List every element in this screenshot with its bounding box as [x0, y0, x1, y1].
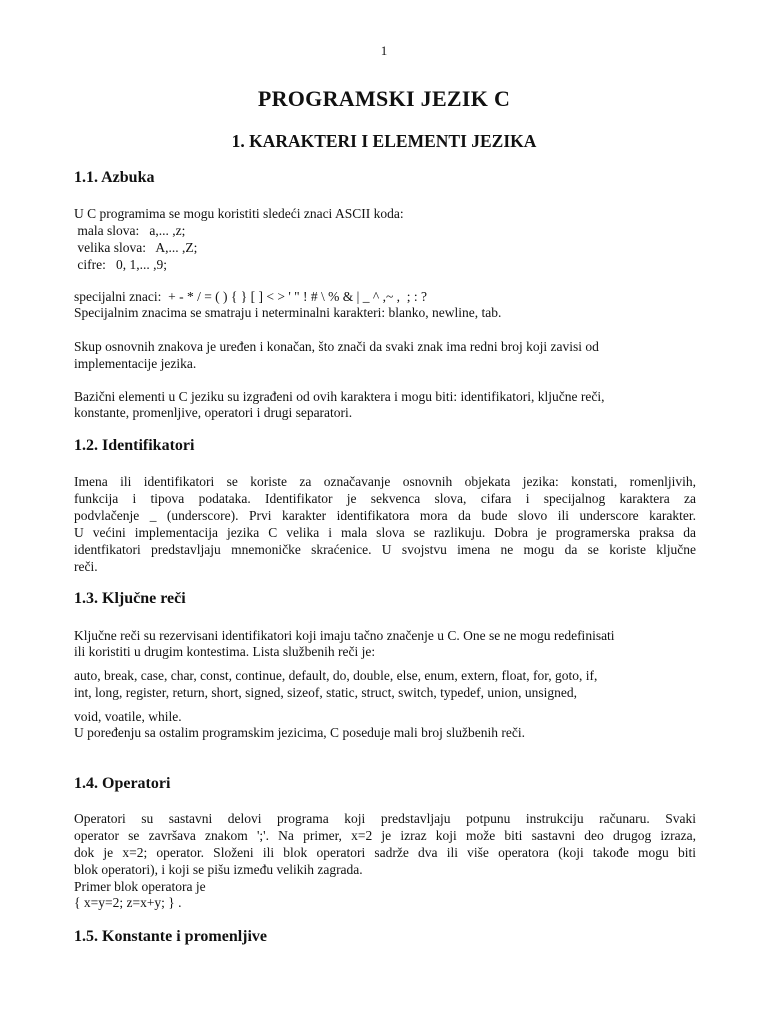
paragraph-line: konstante, promenljive, operatori i drugi separatori.	[74, 405, 353, 420]
paragraph-line: reči.	[74, 559, 98, 574]
paragraph-line: implementacije jezika.	[74, 356, 197, 371]
paragraph-operatori	[74, 810, 696, 878]
paragraph-line: cifre: 0, 1,... ,9;	[74, 257, 167, 272]
document-title: PROGRAMSKI JEZIK C	[257, 86, 511, 111]
paragraph-line: U većini implementacija jezika C velika i mala slova se razlikuju. Dobra je programerska praksa da	[74, 525, 696, 540]
paragraph-line: U C programima se mogu koristiti sledeći znaci ASCII koda:	[74, 206, 404, 221]
section-heading-identifikatori: 1.2. Identifikatori	[74, 437, 195, 454]
paragraph-line: dok je x=2; operator. Složeni ili blok operatori sadrže dva ili više operatora (koji takođe mogu biti	[74, 845, 696, 860]
paragraph-line: Ključne reči su rezervisani identifikatori koji imaju tačno značenje u C. One se ne mogu redefinisati	[74, 628, 615, 643]
paragraph-line: blok operatori), i koji se pišu između velikih zagrada.	[74, 862, 363, 877]
paragraph-line: podvlačenje _ (underscore). Prvi karakter identifikatora mora da bude slovo ili underscore karakter.	[74, 508, 696, 523]
paragraph-line: auto, break, case, char, const, continue, default, do, double, else, enum, extern, float, for, goto, if,	[74, 668, 598, 683]
paragraph-line: Operatori su sastavni delovi programa koji predstavljaju potpunu instrukciju računaru. Svaki	[74, 811, 696, 826]
paragraph-line: identfikatori predstavljaju mnemoničke skraćenice. U svojstvu imena ne mogu da se koriste ključne	[74, 542, 696, 557]
section-heading-azbuka: 1.1. Azbuka	[74, 169, 155, 186]
page-number: 1	[380, 43, 388, 58]
paragraph-line: U poređenju sa ostalim programskim jezicima, C poseduje mali broj službenih reči.	[74, 725, 526, 740]
paragraph-line: mala slova: a,... ,z;	[74, 223, 186, 238]
paragraph-identifikatori	[74, 473, 696, 575]
paragraph-line: void, voatile, while.	[74, 709, 182, 724]
paragraph-line: velika slova: A,... ,Z;	[74, 240, 198, 255]
section-heading-kljucne-reci: 1.3. Ključne reči	[74, 590, 186, 607]
paragraph-line: { x=y=2; z=x+y; } .	[74, 895, 182, 910]
paragraph-line: ili koristiti u drugim kontestima. Lista službenih reči je:	[74, 644, 376, 659]
paragraph-line: Specijalnim znacima se smatraju i neterminalni karakteri: blanko, newline, tab.	[74, 305, 502, 320]
paragraph-line: int, long, register, return, short, signed, sizeof, static, struct, switch, typedef, union, unsigned,	[74, 685, 577, 700]
chapter-title: 1. KARAKTERI I ELEMENTI JEZIKA	[231, 131, 537, 151]
section-heading-operatori: 1.4. Operatori	[74, 775, 171, 792]
paragraph-line: Imena ili identifikatori se koriste za označavanje osnovnih objekata jezika: konstati, romenljivih,	[74, 474, 696, 489]
paragraph-line: Primer blok operatora je	[74, 879, 206, 894]
paragraph-line: funkcija i tipova podataka. Identifikator je sekvenca slova, cifara i specijalnog karaktera za	[74, 491, 696, 506]
paragraph-line: specijalni znaci: + - * / = ( ) { } [ ] < > ' " ! # \ % & | _ ^ ,~ , ; : ?	[74, 289, 427, 304]
paragraph-line: Bazični elementi u C jeziku su izgrađeni od ovih karaktera i mogu biti: identifikatori, ključne reči,	[74, 389, 605, 404]
paragraph-line: Skup osnovnih znakova je uređen i konačan, što znači da svaki znak ima redni broj koji zavisi od	[74, 339, 599, 354]
section-heading-konstante: 1.5. Konstante i promenljive	[74, 928, 268, 945]
paragraph-line: operator se završava znakom ';'. Na primer, x=2 je izraz koji može biti sastavni deo drugog izraza,	[74, 828, 696, 843]
